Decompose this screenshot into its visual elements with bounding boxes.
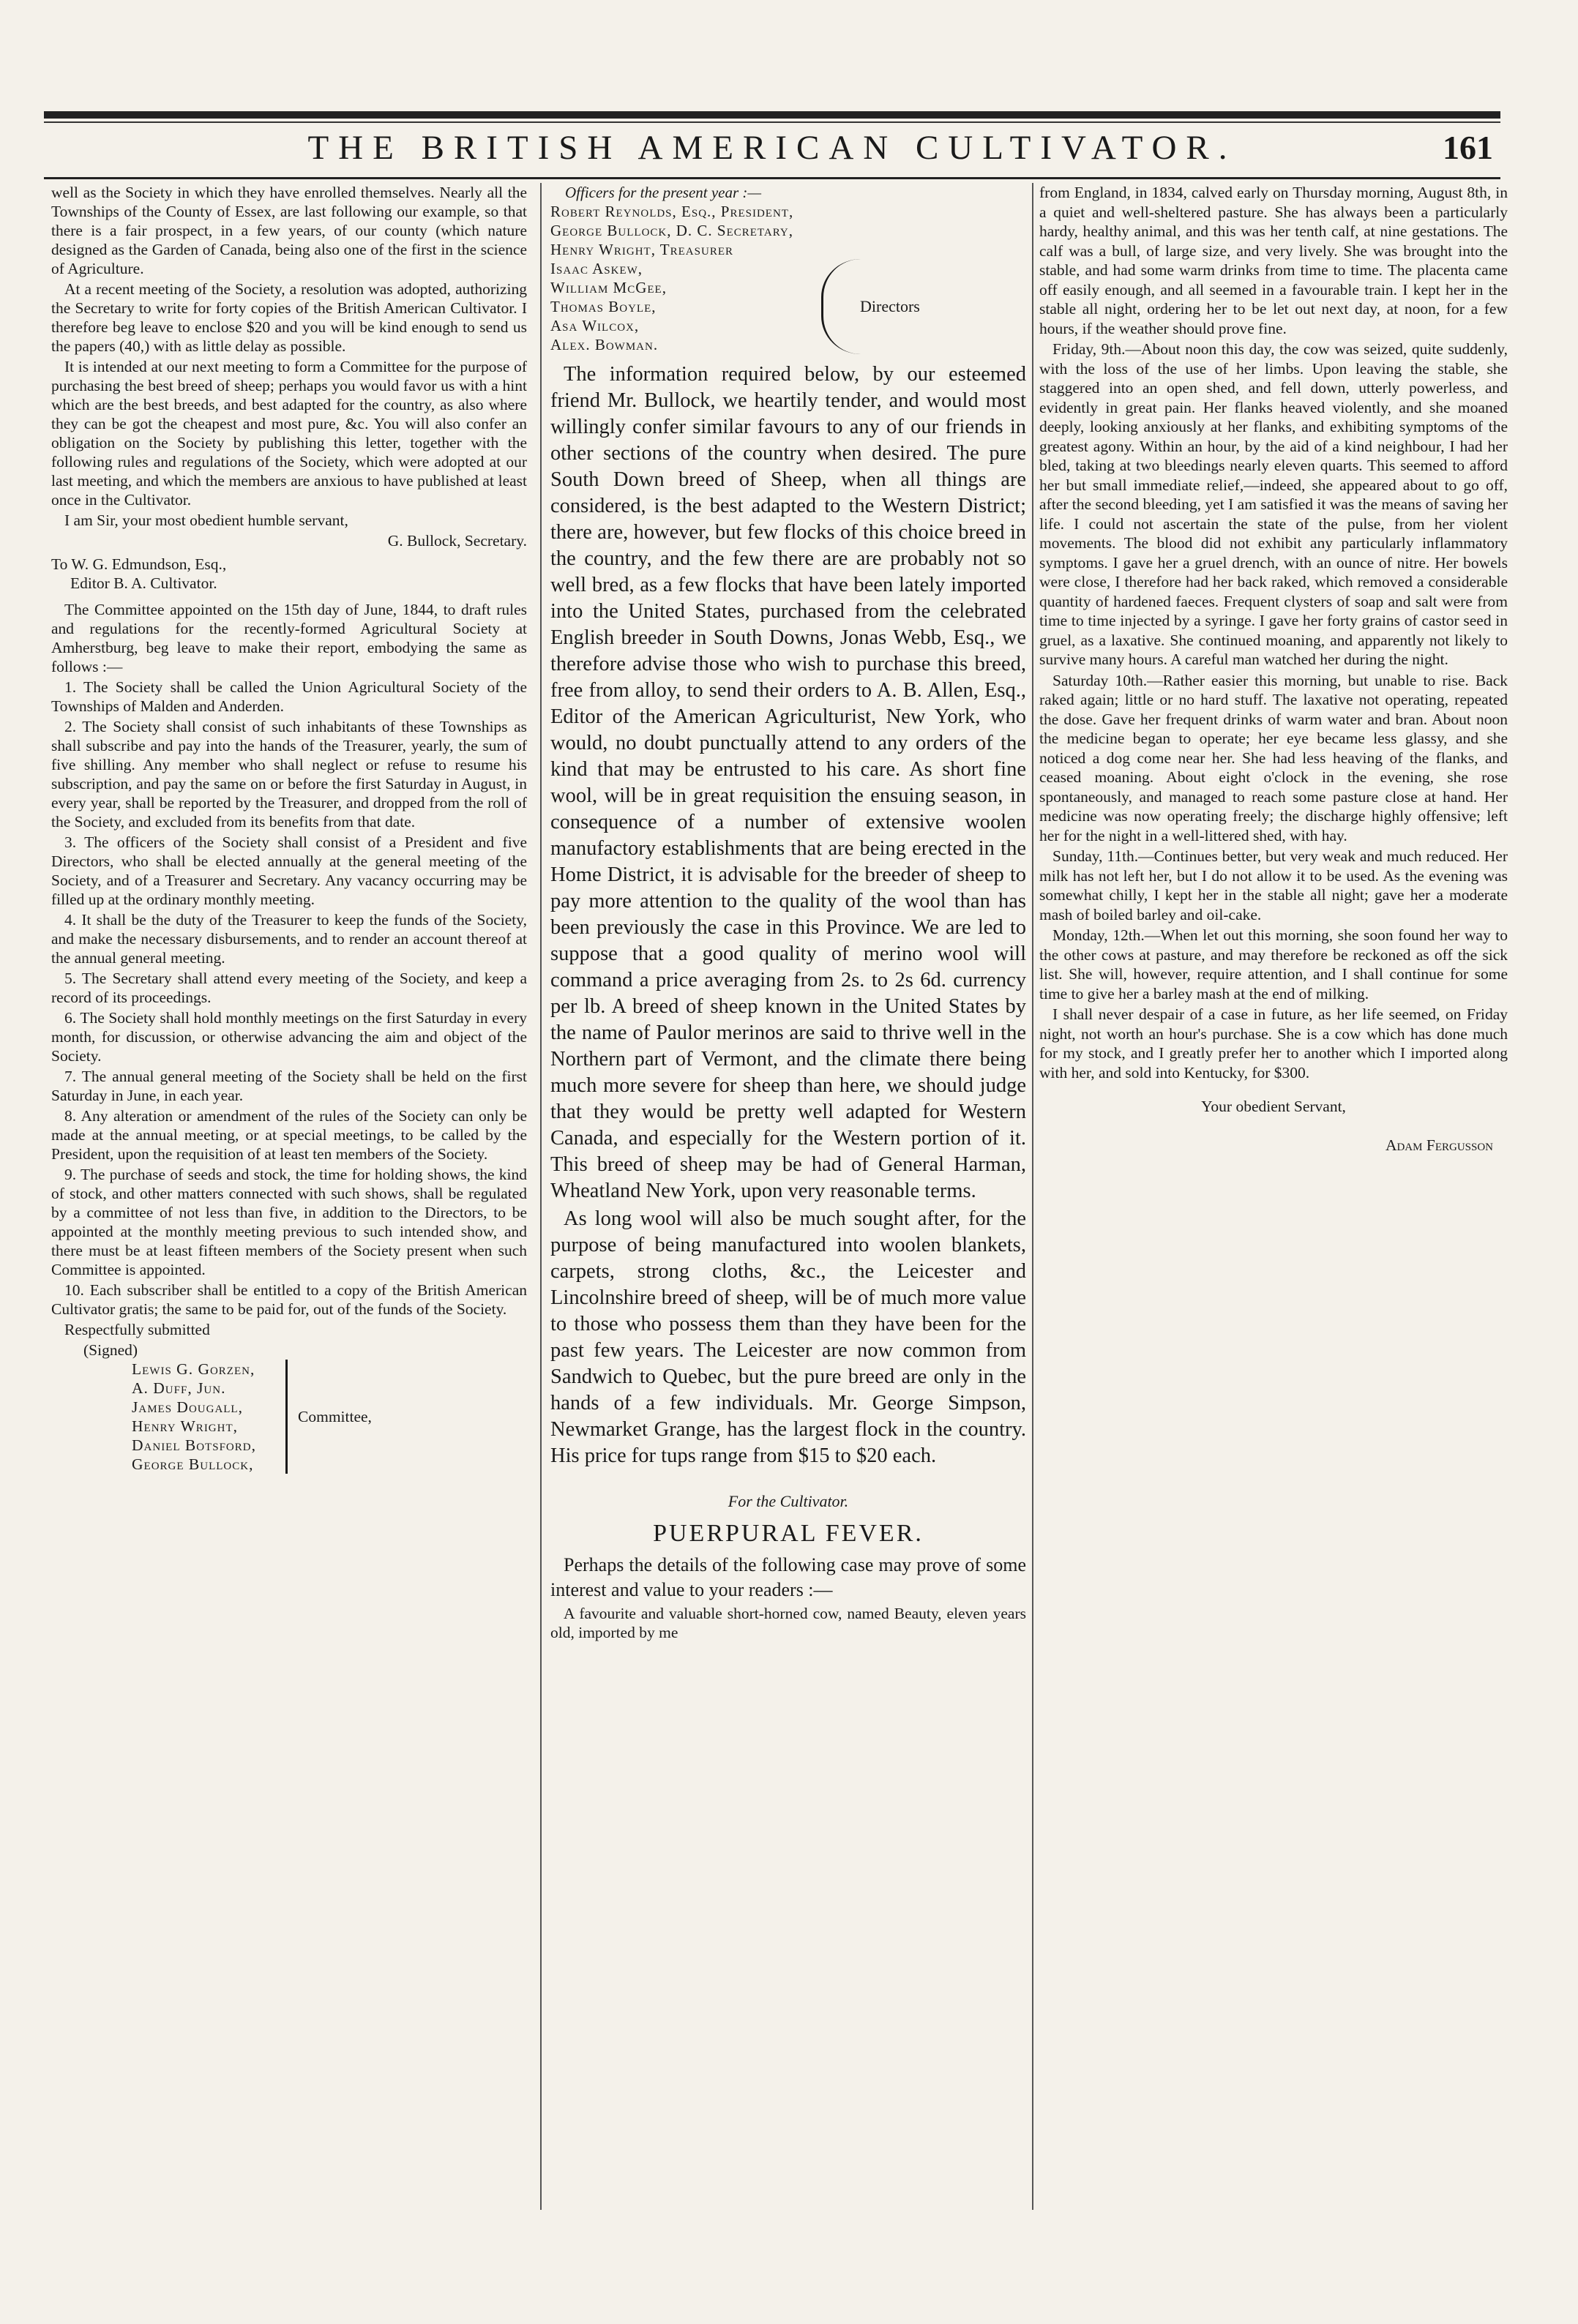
directors-label: Directors: [821, 259, 920, 354]
col1-paragraph: It is intended at our next meeting to form a Committee for the purpose of purchasing the best breed of sheep; perhaps you would favor us with a hint which are the best breeds, and best adapted for the country, as also where they can be got the cheapest and most pure, &c. You will also confer an obligation on the Society by publishing this letter, together with the following rules and regulations of the Society, which were adopted at our last meeting, and which the members are anxious to have published at least once in the Cultivator.: [51, 358, 527, 509]
rule-item: 10. Each subscriber shall be entitled to a copy of the British American Cultivator gratis; the same to be paid for, out of the funds of the Society.: [51, 1281, 527, 1318]
officers-list: [550, 183, 1026, 354]
author-signature: Adam Fergusson: [1385, 1136, 1493, 1154]
column-divider-2: [1032, 183, 1033, 2210]
col1-paragraph: At a recent meeting of the Society, a resolution was adopted, authorizing the Secretary to write for forty copies of the British American Cultivator. I therefore beg leave to enclose $20 and you will be kind enough to send us the papers (40,) with as little delay as possible.: [51, 280, 527, 355]
secretary-signature: G. Bullock, Secretary.: [387, 532, 527, 550]
closing-line: Your obedient Servant,: [1201, 1098, 1346, 1115]
officer-entry: George Bullock, D. C. Secretary,: [550, 222, 793, 239]
article-paragraph: from England, in 1834, calved early on Thursday morning, August 8th, in a quiet and well-sheltered pasture. She has always been a particularly hardy, healthy animal, and this was her tenth calf, at nine gestations. The calf was a bull, of large size, and very lively. She was brought into the stable, and had some warm drinks from time to time. The placenta came off easily enough, and all seemed in a favourable train. I kept her in the stable all night, ordering her to be let out next day, at noon, for a few hours, if the weather should prove fine.: [1039, 184, 1508, 337]
section-byline: For the Cultivator.: [728, 1492, 849, 1510]
directors-names: [550, 259, 814, 354]
rule-item: 8. Any alteration or amendment of the rules of the Society can only be made at the annual meeting, or at special meetings, to be called by the President, upon the requisition of at least ten members of the Society.: [51, 1107, 527, 1163]
article-paragraph: A favourite and valuable short-horned cow, named Beauty, eleven years old, imported by me: [550, 1605, 1026, 1641]
editorial-paragraph: The information required below, by our esteemed friend Mr. Bullock, we heartily tender, and would most willingly confer similar favours to any of our friends in other sections of the country when desired. The pure South Down breed of Sheep, when all things are considered, is the best adapted to the Western District; there are, however, but few flocks of this choice breed in the country, and the few there are are probably not so well bred, as a few flocks that have been lately imported into the United States, purchased from the celebrated English breeder in South Downs, Jonas Webb, Esq., we therefore advise those who wish to purchase this breed, free from alloy, to send their orders to A. B. Allen, Esq., Editor of the American Agriculturist, New York, who would, no doubt punctually attend to any orders of the kind that may be entrusted to his care. As short fine wool, will be in great requisition the ensuing season, in consequence of a number of extensive woolen manufactory establishments that are being erected in the Home District, it is advisable for the breeder of sheep to pay more attention to the quality of the wool than has been previously the case in this Province. We are led to suppose that a good quality of merino wool will command a price averaging from 2s. to 2s 6d. currency per lb. A breed of sheep known in the United States by the name of Paulor merinos are said to thrive well in the Northern part of Vermont, and the climate there being much more severe for sheep than here, we should judge that they would be pretty well adapted for Western Canada, and especially for the Western portion of it. This breed of sheep may be had of General Harman, Wheatland New York, upon very reasonable terms.: [550, 363, 1026, 1202]
rule-item: 4. It shall be the duty of the Treasurer to keep the funds of the Society, and make the necessary disbursements, and to render an account thereof at the annual general meeting.: [51, 911, 527, 967]
article-lead: Perhaps the details of the following case may prove of some interest and value to your readers :—: [550, 1554, 1026, 1600]
committee-member: Henry Wright,: [132, 1417, 239, 1435]
rule-item: 6. The Society shall hold monthly meetings on the first Saturday in every month, for discussion, or otherwise advancing the aim and object of the Society.: [51, 1009, 527, 1065]
page-number: 161: [1443, 129, 1493, 166]
committee-member: A. Duff, Jun.: [132, 1379, 226, 1397]
masthead: [44, 128, 1500, 172]
director-entry: Thomas Boyle,: [550, 298, 657, 315]
committee-report-intro: The Committee appointed on the 15th day of June, 1844, to draft rules and regulations for the recently-formed Agricultural Society at Amherstburg, beg leave to make their report, embodying the same as follows :—: [51, 601, 527, 675]
article-paragraph: Sunday, 11th.—Continues better, but very weak and much reduced. Her milk has not left her, but I do not allow it to be used. As the evening was somewhat chilly, I kept her in the stable all night; gave her a moderate mash of boiled barley and oil-cake.: [1039, 847, 1508, 923]
officer-entry: Robert Reynolds, Esq., President,: [550, 203, 794, 220]
address-line: Editor B. A. Cultivator.: [70, 574, 217, 592]
committee-member: George Bullock,: [132, 1455, 254, 1473]
col1-paragraph: well as the Society in which they have enrolled themselves. Nearly all the Townships of the County of Essex, are last following our example, so that there is a fair prospect, in a few years, of our county (which nature designed as the Garden of Canada, being also one of the first in the science of Agriculture.: [51, 184, 527, 277]
director-entry: William McGee,: [550, 279, 667, 296]
masthead-rule-thick: [44, 111, 1500, 119]
rule-item: 9. The purchase of seeds and stock, the time for holding shows, the kind of stock, and other matters connected with such shows, shall be regulated by a committee of not less than five, in addition to the Directors, to be appointed at the monthly meeting previous to such intended show, and there must be at least fifteen members of the Society present when such Committee is appointed.: [51, 1166, 527, 1278]
col1-paragraph: I am Sir, your most obedient humble servant,: [64, 511, 348, 529]
rule-item: 7. The annual general meeting of the Society shall be held on the first Saturday in June, in each year.: [51, 1068, 527, 1104]
submitted-line: Respectfully submitted: [64, 1321, 210, 1338]
article-title: PUERPURAL FEVER.: [653, 1520, 924, 1547]
committee-label: Committee,: [285, 1360, 372, 1474]
article-paragraph: I shall never despair of a case in future, as her life seemed, on Friday night, not worth an hour's purchase. She is a cow which has done much for my stock, and I greatly prefer her to another which I imported along with her, and sold into Kentucky, for $300.: [1039, 1005, 1508, 1082]
committee-list: [132, 1360, 527, 1474]
column-3: [1039, 183, 1508, 1155]
masthead-underline: [44, 177, 1500, 179]
signed-line: (Signed): [83, 1341, 138, 1359]
editorial-paragraph: As long wool will also be much sought after, for the purpose of being manufactured into woolen blankets, carpets, strong cloths, &c., the Leicester and Lincolnshire breed of sheep, will be of much more value to those who possess them than they have been for the past few years. The Leicester are now common from Sandwich to Quebec, but the pure breed are only in the hands of a few individuals. Mr. George Simpson, Newmarket Grange, has the largest flock in the country. His price for tups range from $15 to $20 each.: [550, 1207, 1026, 1467]
director-entry: Asa Wilcox,: [550, 317, 640, 334]
masthead-rule-thin: [44, 121, 1500, 123]
newspaper-title: THE BRITISH AMERICAN CULTIVATOR.: [307, 129, 1237, 167]
article-paragraph: Monday, 12th.—When let out this morning, she soon found her way to the other cows at pasture, and may therefore be reckoned as off the sick list. She will, however, require attention, and I shall continue for some time to give her a barley mash at the end of milking.: [1039, 926, 1508, 1002]
column-divider-1: [540, 183, 542, 2210]
column-1: [51, 183, 527, 1474]
committee-member: Lewis G. Gorzen,: [132, 1360, 255, 1378]
rule-item: 2. The Society shall consist of such inhabitants of these Townships as shall subscribe and pay into the hands of the Treasurer, yearly, the sum of five shilling. Any member who shall neglect or refuse to resume his subscription, and pay the same on or before the first Saturday in August, in every year, shall be reported by the Treasurer, and dropped from the roll of the Society, and excluded from its benefits from that date.: [51, 718, 527, 831]
committee-names: [132, 1360, 285, 1474]
letter-address: [51, 555, 527, 593]
rule-item: 1. The Society shall be called the Union Agricultural Society of the Townships of Malden and Anderden.: [51, 678, 527, 715]
director-entry: Alex. Bowman.: [550, 336, 659, 353]
article-paragraph: Saturday 10th.—Rather easier this morning, but unable to rise. Back raked again; little or no hard stuff. The laxative not operating, repeated the dose. Gave her frequent drinks of warm water and bran. About noon the medicine began to operate; her eye became less glassy, and she noticed a dog come near her. She had less heaving of the flanks, and ceased moaning. About eight o'clock in the evening, she rose spontaneously, and managed to reach some pasture close at hand. Her medicine was now operating freely; the discharge highly offensive; left her for the night in a well-littered shed, with hay.: [1039, 671, 1508, 844]
rule-item: 5. The Secretary shall attend every meeting of the Society, and keep a record of its proceedings.: [51, 970, 527, 1006]
committee-member: Daniel Botsford,: [132, 1436, 256, 1454]
officer-entry: Henry Wright, Treasurer: [550, 241, 733, 258]
rule-item: 3. The officers of the Society shall consist of a President and five Directors, who shall be elected annually at the general meeting of the Society, and of a Treasurer and Secretary. Any vacancy occurring may be filled up at the ordinary monthly meeting.: [51, 833, 527, 908]
address-line: To W. G. Edmundson, Esq.,: [51, 555, 227, 573]
director-entry: Isaac Askew,: [550, 260, 643, 277]
directors-block: [550, 259, 1026, 354]
committee-member: James Dougall,: [132, 1398, 243, 1416]
officers-heading: Officers for the present year :—: [565, 184, 762, 201]
column-2: [550, 183, 1026, 1643]
article-paragraph: Friday, 9th.—About noon this day, the cow was seized, quite suddenly, with the loss of the use of her limbs. Upon leaving the stable, she staggered into an open shed, and fell down, utterly powerless, and evidently in great pain. Her flanks heaved violently, and she moaned deeply, looking anxiously at her flanks, and exhibiting symptoms of the greatest agony. Within an hour, by the aid of a kind neighbour, I had her bled, taking at two bleedings nearly eleven quarts. This seemed to afford her but small immediate relief,—indeed, she appeared about to go off, after the second bleeding, yet I am satisfied it was the means of saving her life. I could not ascertain the state of the pulse, from her violent movements. The blood did not exhibit any particularly inflammatory symptoms. I gave her a gruel drench, with an ounce of nitre. Her bowels were close, I therefore had her back raked, which removed a considerable quantity of hardened faeces. Frequent clysters of soap and salt were from time to time injected by a syringe. I gave her forty grains of castor seed in gruel, as a laxative. She continued moaning, and apparently not likely to survive many hours. A careful man watched her during the night.: [1039, 340, 1508, 668]
